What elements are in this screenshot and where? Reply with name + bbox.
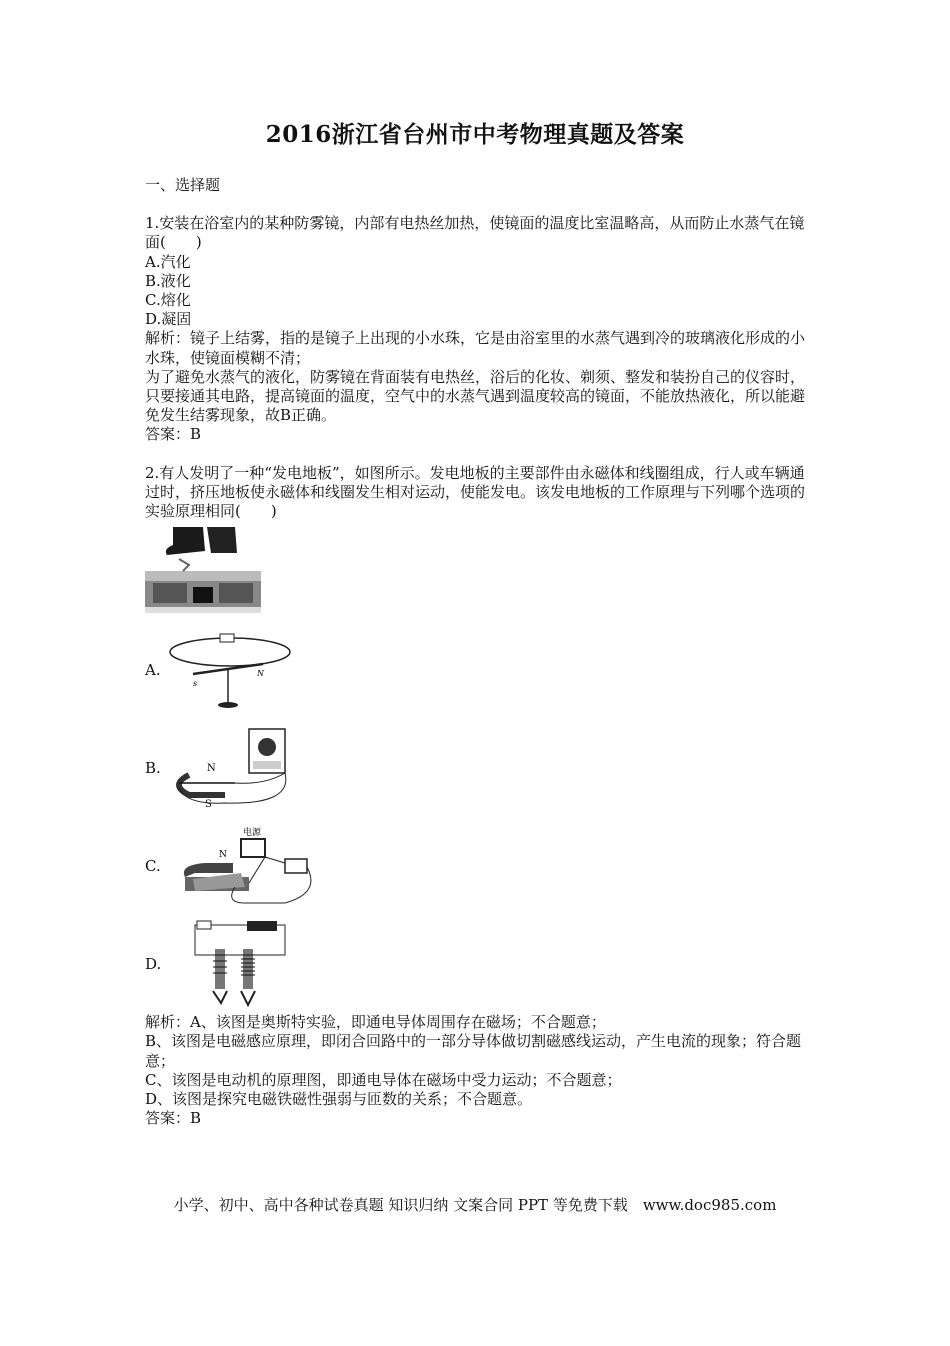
question-2-analysis-b: B、该图是电磁感应原理，即闭合回路中的一部分导体做切割磁感线运动，产生电流的现象；符合题意； [145, 1032, 802, 1070]
option-a-label: A. [145, 660, 161, 679]
option-a-row [145, 621, 807, 719]
document-body [145, 176, 807, 1128]
option-d-label: D. [145, 954, 162, 973]
svg-text:s: s [193, 679, 198, 689]
option-b-label: B. [145, 758, 161, 777]
option-d-row [145, 915, 807, 1013]
question-1-analysis-cont: 为了避免水蒸气的液化，防雾镜在背面装有电热丝，浴后的化妆、剃须、整发和装扮自己的仪容时，只要接通其电路，提高镜面的温度，空气中的水蒸气遇到温度较高的镜面，不能放热液化，所以能避免发生结雾现象，故B正确。 [145, 367, 806, 425]
document-title: 2016浙江省台州市中考物理真题及答案 [265, 121, 685, 148]
figure-power-floor [145, 525, 807, 621]
question-2-answer: 答案：B [145, 1109, 202, 1128]
power-source-label: 电源 [243, 828, 262, 839]
question-1-analysis: 解析：镜子上结雾，指的是镜子上出现的小水珠，它是由浴室里的水蒸气遇到冷的玻璃液化形成的小水珠，使镜面模糊不清； [145, 329, 806, 367]
option-c-label: C. [145, 856, 161, 875]
svg-text:N: N [257, 669, 264, 679]
question-1-option-c: C.熔化 [145, 291, 191, 310]
section-heading: 一、选择题 [145, 176, 221, 194]
question-1-option-b: B.液化 [145, 271, 191, 290]
question-1-stem: 1.安装在浴室内的某种防雾镜，内部有电热丝加热，使镜面的温度比室温略高，从而防止水蒸气在镜面( ) [145, 214, 805, 252]
question-2-analysis-c: C、该图是电动机的原理图，即通电导体在磁场中受力运动；不合题意； [145, 1070, 622, 1089]
question-1-option-d: D.凝固 [145, 310, 192, 329]
question-2-analysis-a: 解析：A、该图是奥斯特实验，即通电导体周围存在磁场；不合题意； [145, 1013, 606, 1032]
question-1-option-a: A.汽化 [145, 252, 191, 271]
electromagnet-turns-figure [165, 919, 295, 1009]
question-1-answer: 答案：B [145, 425, 202, 444]
option-b-row [145, 719, 807, 817]
power-floor-illustration [145, 525, 261, 617]
electric-motor-figure [165, 823, 325, 909]
magnet-n-label: N [219, 850, 227, 861]
footer-text: 小学、初中、高中各种试卷真题 知识归纳 文案合同 PPT 等免费下载 www.doc985.com [173, 1196, 777, 1214]
electromagnetic-induction-figure [165, 725, 295, 811]
magnet-n-label: N [207, 763, 216, 775]
question-2-analysis-d: D、该图是探究电磁铁磁性强弱与匝数的关系；不合题意。 [145, 1090, 533, 1109]
question-2-stem: 2.有人发明了一种“发电地板”，如图所示。发电地板的主要部件由永磁体和线圈组成，行人或车辆通过时，挤压地板使永磁体和线圈发生相对运动，使能发电。该发电地板的工作原理与下列哪个选项的实验原理相同( ) [145, 463, 806, 521]
magnet-s-label: S [205, 799, 212, 811]
option-c-row [145, 817, 807, 915]
oersted-experiment-figure [165, 630, 295, 710]
